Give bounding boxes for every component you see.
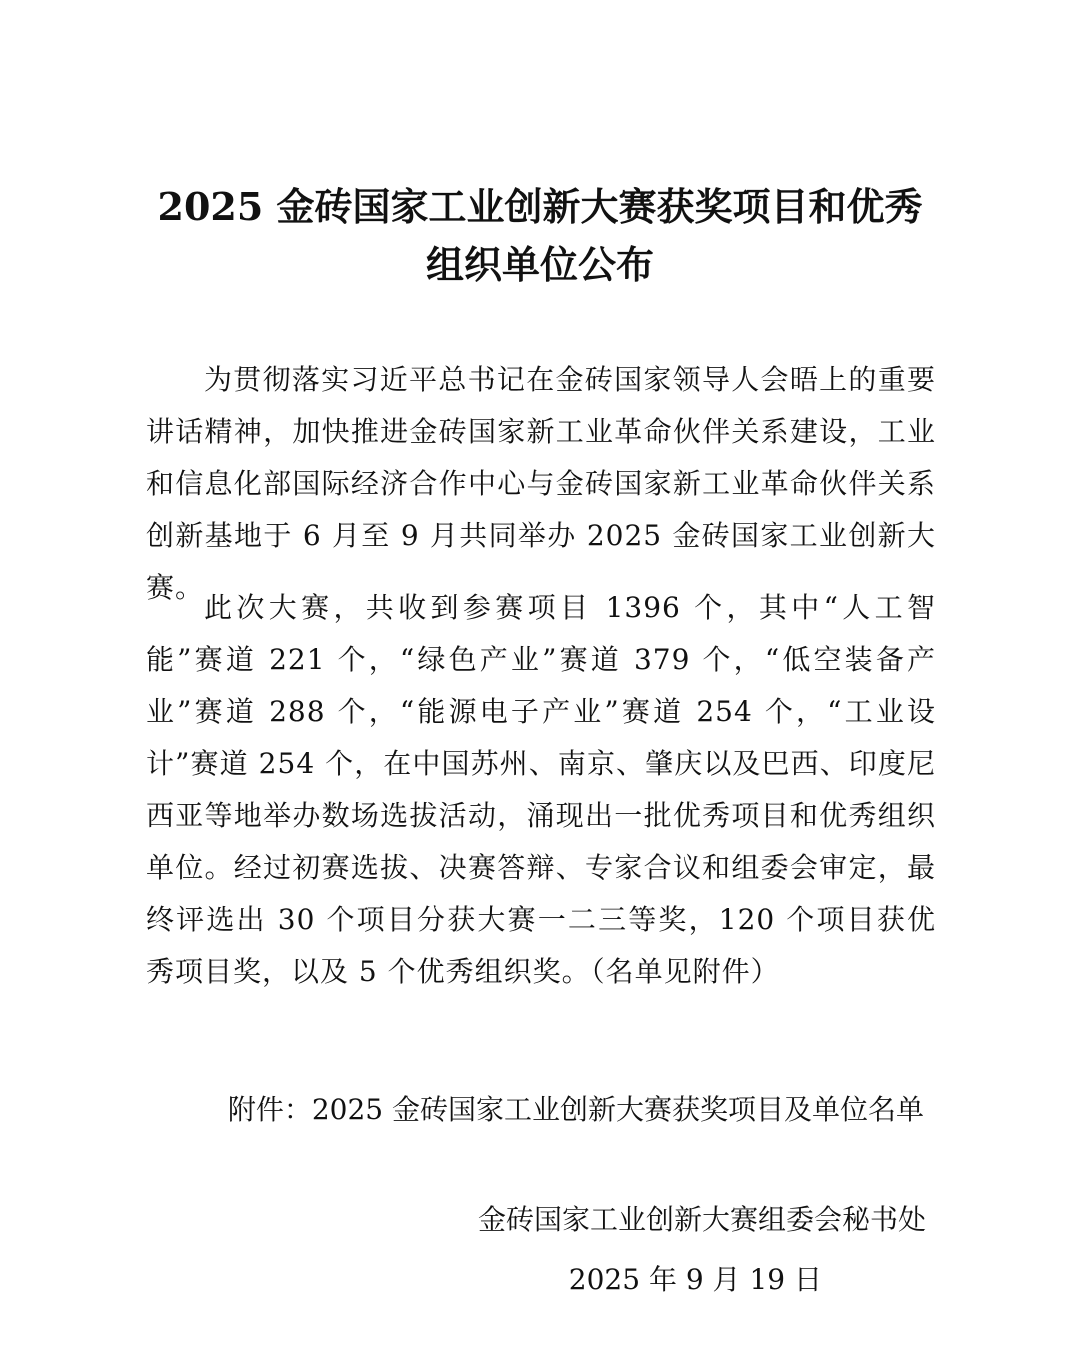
document-title-line-1: 2025 金砖国家工业创新大赛获奖项目和优秀	[157, 184, 923, 229]
body-paragraph-1: 为贯彻落实习近平总书记在金砖国家领导人会晤上的重要讲话精神，加快推进金砖国家新工业革命伙伴关系建设，工业和信息化部国际经济合作中心与金砖国家新工业革命伙伴关系创新基地于 6 月至 9 月共同举办 2025 金砖国家工业创新大赛。	[146, 363, 936, 604]
body-paragraph-1-container	[146, 354, 936, 614]
document-title-line-2: 组织单位公布	[425, 242, 654, 287]
body-paragraph-2: 此次大赛，共收到参赛项目 1396 个，其中“人工智能”赛道 221 个，“绿色产业”赛道 379 个，“低空装备产业”赛道 288 个，“能源电子产业”赛道 254 个，“工业设计”赛道 254 个，在中国苏州、南京、肇庆以及巴西、印度尼西亚等地举办数场选拔活动，涌现出一批优秀项目和优秀组织单位。经过初赛选拔、决赛答辩、专家合议和组委会审定，最终评选出 30 个项目分获大赛一二三等奖，120 个项目获优秀项目奖，以及 5 个优秀组织奖。（名单见附件）	[146, 591, 936, 988]
body-paragraph-2-container	[146, 582, 936, 998]
issue-date: 2025 年 9 月 19 日	[568, 1263, 822, 1296]
issuer-signature: 金砖国家工业创新大赛组委会秘书处	[477, 1203, 926, 1236]
attachment-line: 附件：2025 金砖国家工业创新大赛获奖项目及单位名单	[227, 1093, 924, 1126]
